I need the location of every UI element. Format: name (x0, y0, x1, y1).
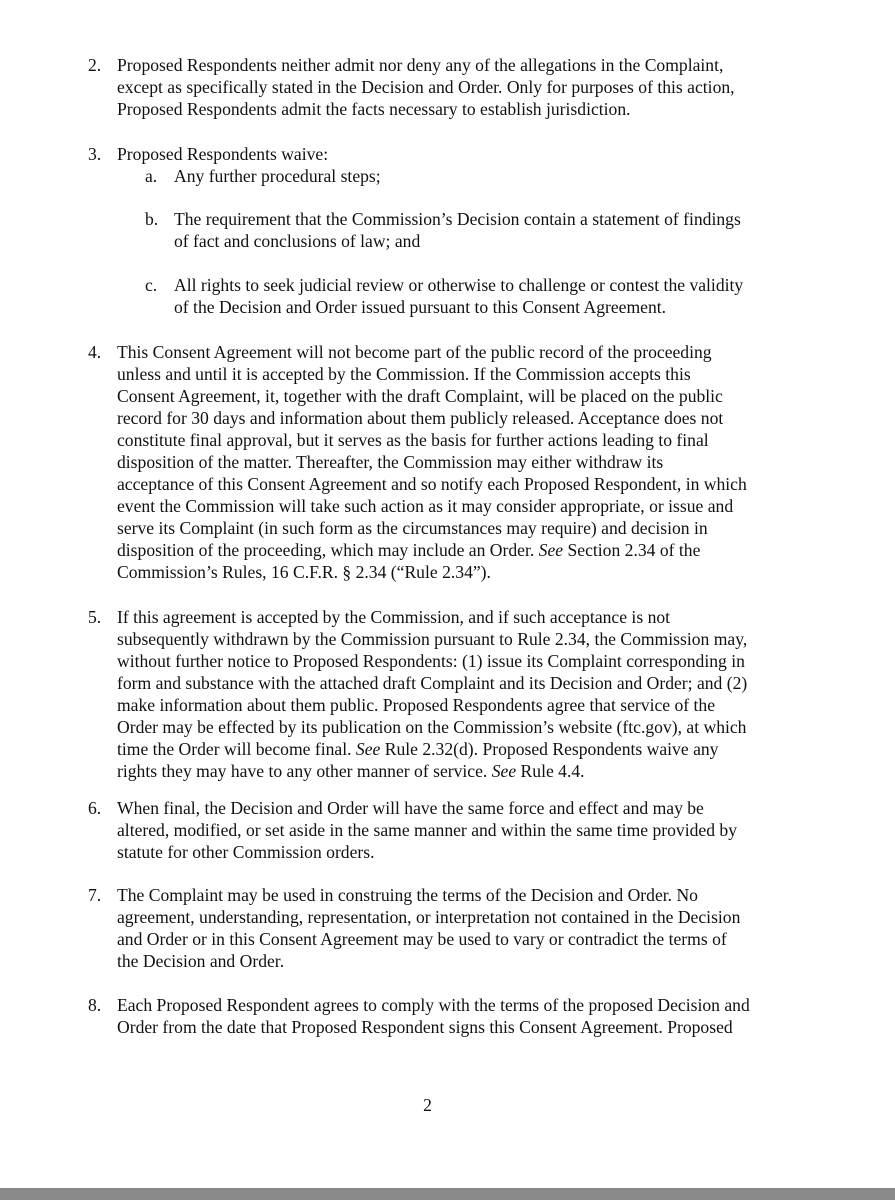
paragraph-number: 8. (88, 995, 102, 1015)
subitem-text (174, 208, 815, 252)
citation-signal: See (355, 739, 381, 759)
text-line: Order may be effected by its publication on the Commission’s website (ftc.gov), at which (117, 717, 747, 737)
text-line: altered, modified, or set aside in the same manner and within the same time provided by (117, 820, 737, 840)
paragraph-text (117, 606, 818, 782)
text-line: acceptance of this Consent Agreement and so notify each Proposed Respondent, in which (117, 474, 747, 494)
paragraph-text (117, 797, 818, 863)
text-line: serve its Complaint (in such form as the circumstances may require) and decision in (117, 518, 708, 538)
paragraph-number: 7. (88, 885, 102, 905)
paragraph-text (117, 341, 818, 583)
text-line: record for 30 days and information about them publicly released. Acceptance does not (117, 408, 724, 428)
subitem-text (174, 274, 815, 318)
text-run: Section 2.34 of the (563, 540, 701, 560)
text-line: When final, the Decision and Order will have the same force and effect and may be (117, 798, 704, 818)
text-line: of the Decision and Order issued pursuant to this Consent Agreement. (174, 297, 667, 317)
page-number: 2 (423, 1095, 432, 1115)
paragraph-7 (88, 884, 818, 972)
paragraph-text (117, 143, 818, 165)
paragraph-3 (88, 143, 818, 165)
subitem-text (174, 165, 815, 187)
text-line: except as specifically stated in the Decision and Order. Only for purposes of this action, (117, 77, 735, 97)
text-line: form and substance with the attached draft Complaint and its Decision and Order; and (2) (117, 673, 748, 693)
text-line: This Consent Agreement will not become part of the public record of the proceeding (117, 342, 712, 362)
text-run: Rule 4.4. (516, 761, 585, 781)
text-run: rights they may have to any other manner of service. (117, 761, 492, 781)
subitem-letter: c. (145, 275, 158, 295)
text-line: unless and until it is accepted by the Commission. If the Commission accepts this (117, 364, 691, 384)
subitem-letter: b. (145, 209, 159, 229)
text-line: The Complaint may be used in construing the terms of the Decision and Order. No (117, 885, 698, 905)
text-line: subsequently withdrawn by the Commission pursuant to Rule 2.34, the Commission may, (117, 629, 748, 649)
paragraph-5 (88, 606, 818, 782)
citation-signal: See (538, 540, 564, 560)
text-run: Rule 2.32(d). Proposed Respondents waive any (380, 739, 719, 759)
paragraph-4 (88, 341, 818, 583)
text-line: of fact and conclusions of law; and (174, 231, 421, 251)
paragraph-number: 3. (88, 144, 102, 164)
text-line: The requirement that the Commission’s Decision contain a statement of findings (174, 209, 741, 229)
text-line: statute for other Commission orders. (117, 842, 375, 862)
text-run: time the Order will become final. (117, 739, 356, 759)
text-line: and Order or in this Consent Agreement may be used to vary or contradict the terms of (117, 929, 727, 949)
text-line (117, 539, 818, 561)
text-line: Consent Agreement, it, together with the draft Complaint, will be placed on the public (117, 386, 723, 406)
text-line: Proposed Respondents admit the facts necessary to establish jurisdiction. (117, 99, 631, 119)
subitem-3a (145, 165, 815, 187)
paragraph-text (117, 54, 818, 120)
text-line: Each Proposed Respondent agrees to comply with the terms of the proposed Decision and (117, 995, 750, 1015)
text-line: Commission’s Rules, 16 C.F.R. § 2.34 (“Rule 2.34”). (117, 562, 491, 582)
text-line: All rights to seek judicial review or otherwise to challenge or contest the validity (174, 275, 744, 295)
paragraph-number: 5. (88, 607, 102, 627)
text-line: Proposed Respondents neither admit nor deny any of the allegations in the Complaint, (117, 55, 724, 75)
text-line: disposition of the matter. Thereafter, the Commission may either withdraw its (117, 452, 664, 472)
text-line: Proposed Respondents waive: (117, 144, 329, 164)
text-line (117, 760, 818, 782)
text-line: make information about them public. Proposed Respondents agree that service of the (117, 695, 716, 715)
text-line (117, 738, 818, 760)
text-run: disposition of the proceeding, which may include an Order. (117, 540, 539, 560)
subitem-3b (145, 208, 815, 252)
text-line: agreement, understanding, representation, or interpretation not contained in the Decision (117, 907, 741, 927)
citation-signal: See (491, 761, 517, 781)
text-line: Any further procedural steps; (174, 166, 381, 186)
paragraph-number: 6. (88, 798, 102, 818)
text-line: Order from the date that Proposed Respondent signs this Consent Agreement. Proposed (117, 1017, 733, 1037)
text-line: event the Commission will take such action as it may consider appropriate, or issue and (117, 496, 734, 516)
paragraph-number: 4. (88, 342, 102, 362)
text-line: without further notice to Proposed Respondents: (1) issue its Complaint corresponding in (117, 651, 745, 671)
viewer-bottom-bar (0, 1188, 895, 1200)
paragraph-number: 2. (88, 55, 102, 75)
paragraph-text (117, 884, 818, 972)
text-line: constitute final approval, but it serves as the basis for further actions leading to final (117, 430, 709, 450)
paragraph-8 (88, 994, 818, 1038)
paragraph-6 (88, 797, 818, 863)
paragraph-2 (88, 54, 818, 120)
text-line: the Decision and Order. (117, 951, 285, 971)
subitem-3c (145, 274, 815, 318)
text-line: If this agreement is accepted by the Commission, and if such acceptance is not (117, 607, 671, 627)
subitem-letter: a. (145, 166, 158, 186)
paragraph-text (117, 994, 818, 1038)
